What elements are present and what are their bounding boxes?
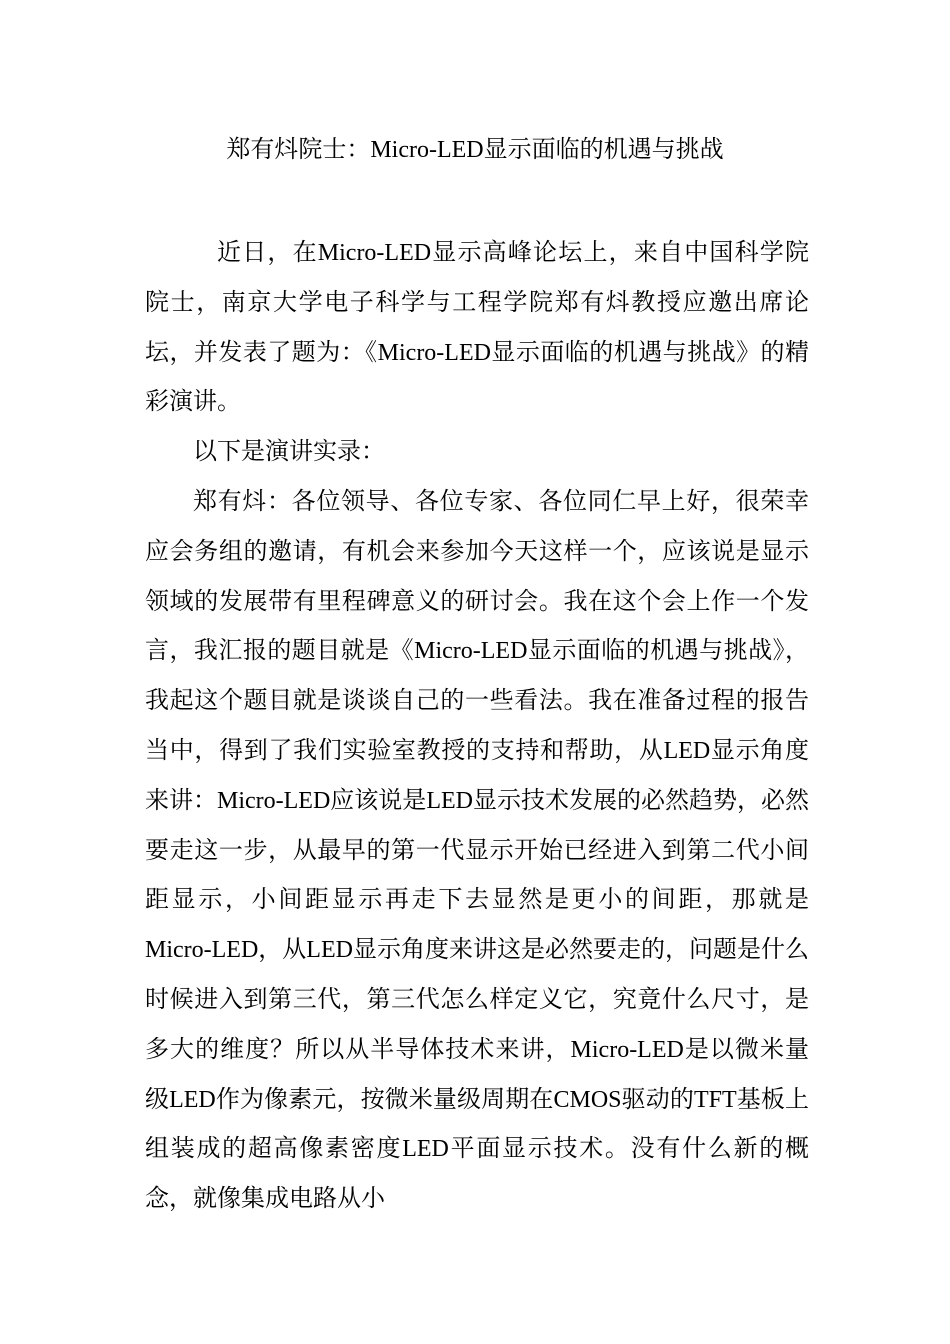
paragraph-speech: 郑有炓：各位领导、各位专家、各位同仁早上好，很荣幸应会务组的邀请，有机会来参加今天这样一个，应该说是显示领域的发展带有里程碑意义的研讨会。我在这个会上作一个发言，我汇报的题目就是《Micro-LED显示面临的机遇与挑战》，我起这个题目就是谈谈自己的一些看法。我在准备过程的报告当中，得到了我们实验室教授的支持和帮助，从LED显示角度来讲：Micro-LED应该说是LED显示技术发展的必然趋势，必然要走这一步，从最早的第一代显示开始已经进入到第二代小间距显示，小间距显示再走下去显然是更小的间距，那就是Micro-LED，从LED显示角度来讲这是必然要走的，问题是什么时候进入到第三代，第三代怎么样定义它，究竟什么尺寸，是多大的维度？所以从半导体技术来讲，Micro-LED是以微米量级LED作为像素元，按微米量级周期在CMOS驱动的TFT基板上组装成的超高像素密度LED平面显示技术。没有什么新的概念，就像集成电路从小 [145,488,809,1213]
paragraph-intro: 近日，在Micro-LED显示高峰论坛上，来自中国科学院院士，南京大学电子科学与工程学院郑有炓教授应邀出席论坛，并发表了题为：《Micro-LED显示面临的机遇与挑战》的精彩演讲。 [145,240,809,416]
document-title: 郑有炓院士：Micro-LED显示面临的机遇与挑战 [226,137,724,163]
document-body [145,229,809,1225]
paragraph-transcript-label: 以下是演讲实录： [193,439,385,466]
